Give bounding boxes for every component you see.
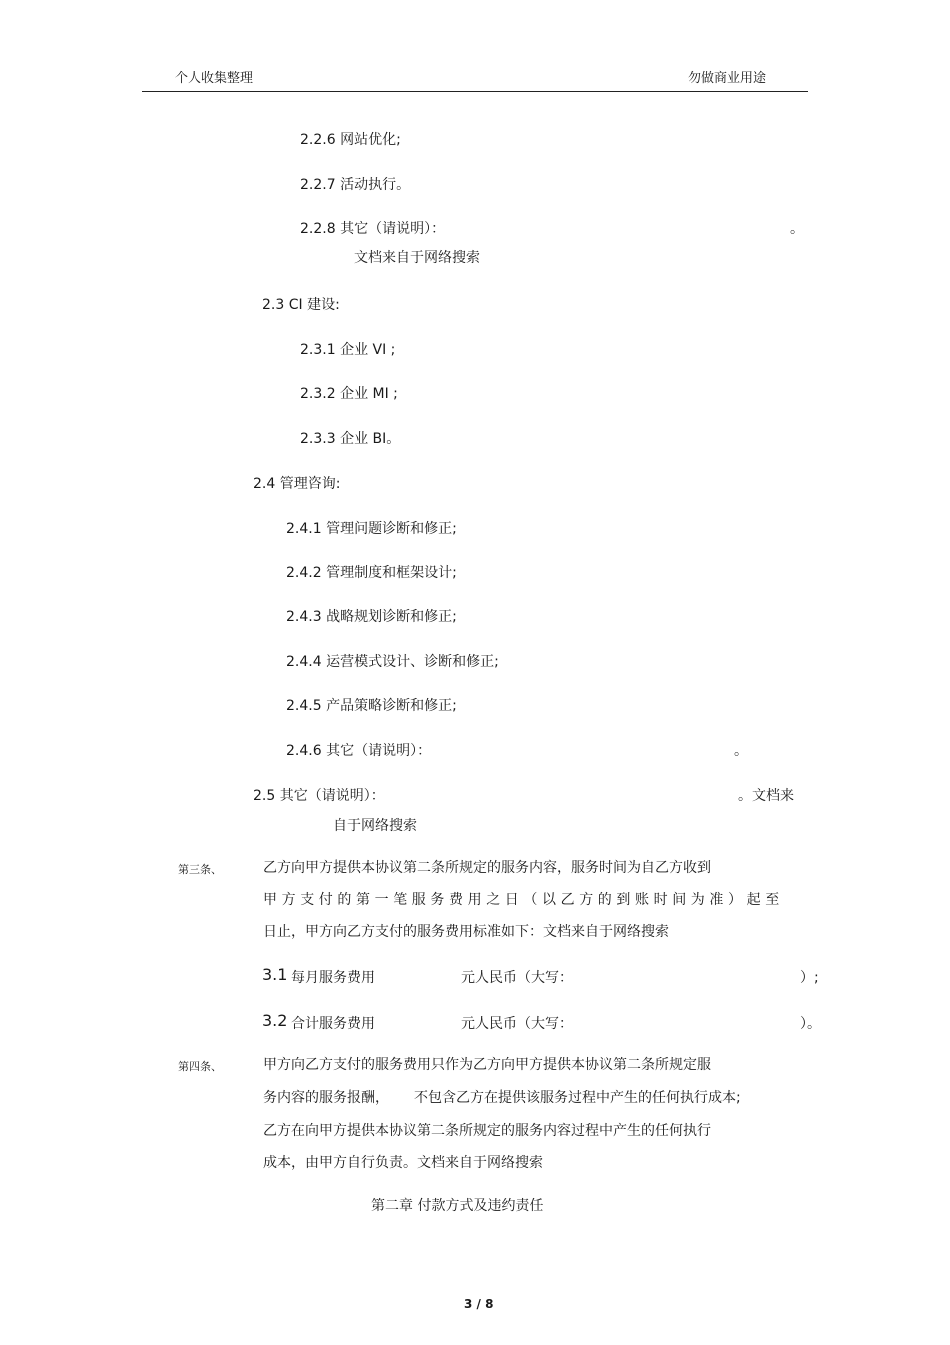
- article-3-line-2: 甲方支付的第一笔服务费用之日（以乙方的到账时间为准）起至: [263, 892, 784, 908]
- fee-3-1-end: ）;: [800, 970, 819, 986]
- page-number: 3 / 8: [464, 1297, 494, 1311]
- article-4-line-2: 务内容的服务报酬，: [263, 1090, 389, 1106]
- header-rule: [142, 91, 808, 92]
- article-4-line-1: 甲方向乙方支付的服务费用只作为乙方向甲方提供本协议第二条所规定服: [263, 1057, 711, 1073]
- article-4-line-3: 乙方在向甲方提供本协议第二条所规定的服务内容过程中产生的任何执行: [263, 1123, 711, 1139]
- item-2-5-source: 自于网络搜索: [333, 818, 417, 834]
- article-3-line-3: 日止，甲方向乙方支付的服务费用标准如下：文档来自于网络搜索: [263, 924, 669, 940]
- item-2-2-7: 2.2.7 活动执行。: [300, 177, 411, 193]
- item-2-2-8-end: 。: [790, 221, 804, 237]
- item-2-4-3: 2.4.3 战略规划诊断和修正;: [286, 609, 457, 625]
- item-2-3-1: 2.3.1 企业 VI ;: [300, 342, 396, 358]
- item-2-4: 2.4 管理咨询:: [253, 476, 341, 492]
- item-2-2-8: 2.2.8 其它（请说明）：: [300, 221, 446, 237]
- item-2-4-6-end: 。: [734, 743, 748, 759]
- fee-3-1-unit: 元人民币（大写：: [461, 970, 573, 986]
- fee-3-1-label: 每月服务费用: [291, 970, 375, 986]
- article-3-line-1: 乙方向甲方提供本协议第二条所规定的服务内容，服务时间为自乙方收到: [263, 860, 711, 876]
- header-right: 勿做商业用途: [688, 71, 767, 86]
- fee-3-1-number: 3.1: [262, 965, 288, 984]
- fee-3-2-unit: 元人民币（大写：: [461, 1016, 573, 1032]
- item-2-2-6: 2.2.6 网站优化;: [300, 132, 401, 148]
- item-2-4-5: 2.4.5 产品策略诊断和修正;: [286, 698, 457, 714]
- item-2-3-2: 2.3.2 企业 MI ;: [300, 386, 398, 402]
- fee-3-2-label: 合计服务费用: [291, 1016, 375, 1032]
- fee-3-2-number: 3.2: [262, 1011, 288, 1030]
- item-2-5: 2.5 其它（请说明）：: [253, 788, 385, 804]
- fee-3-2-end: ）。: [800, 1016, 821, 1032]
- item-2-4-6: 2.4.6 其它（请说明）：: [286, 743, 432, 759]
- item-2-5-end: 。文档来: [738, 788, 794, 804]
- article-4-label: 第四条、: [178, 1060, 222, 1073]
- article-3-label: 第三条、: [178, 863, 222, 876]
- item-2-4-1: 2.4.1 管理问题诊断和修正;: [286, 521, 457, 537]
- article-4-line-4: 成本，由甲方自行负责。文档来自于网络搜索: [263, 1155, 543, 1171]
- item-2-4-2: 2.4.2 管理制度和框架设计;: [286, 565, 457, 581]
- item-2-2-8-source: 文档来自于网络搜索: [354, 250, 480, 266]
- header-left: 个人收集整理: [175, 71, 254, 86]
- item-2-4-4: 2.4.4 运营模式设计、诊断和修正;: [286, 654, 499, 670]
- item-2-3: 2.3 CI 建设:: [262, 297, 340, 313]
- article-4-line-2b: 不包含乙方在提供该服务过程中产生的任何执行成本;: [414, 1090, 741, 1106]
- item-2-3-3: 2.3.3 企业 BI。: [300, 431, 401, 447]
- chapter-heading: 第二章 付款方式及违约责任: [371, 1198, 544, 1214]
